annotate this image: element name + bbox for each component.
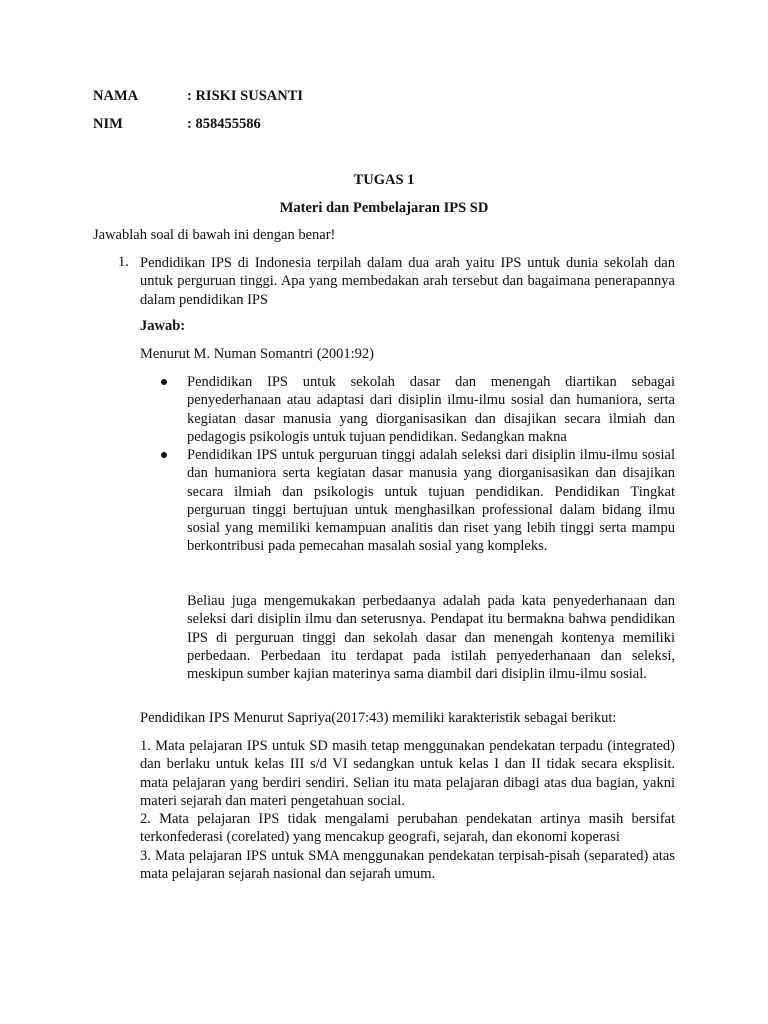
bullet-dot <box>161 379 167 385</box>
question-text: Pendidikan IPS di Indonesia terpilah dalam dua arah yaitu IPS untuk dunia sekolah dan untuk perguruan tinggi. Apa yang membedakan arah tersebut dan bagaimana penerapannya dalam pendidikan IPS <box>140 255 675 308</box>
name-label: NAMA <box>93 88 139 104</box>
nim-value: : 858455586 <box>187 116 261 132</box>
characteristic-item: 1. Mata pelajaran IPS untuk SD masih tetap menggunakan pendekatan terpadu (integrated) dan berlaku untuk kelas III s/d VI sedangkan untuk kelas I dan II tidak secara eksplisit. mata pelajaran yang berdiri sendiri. Selian itu mata pelajaran dibagi atas dua bagian, yakni materi sejarah dan materi pengetahuan social. <box>140 738 675 809</box>
characteristic-item: 3. Mata pelajaran IPS untuk SMA menggunakan pendekatan terpisah-pisah (separated) atas mata pelajaran sejarah nasional dan sejarah umum. <box>140 848 675 883</box>
instruction-text: Jawablah soal di bawah ini dengan benar! <box>93 227 336 243</box>
document-title: TUGAS 1 <box>353 172 415 188</box>
characteristic-item: 2. Mata pelajaran IPS tidak mengalami perubahan pendekatan artinya masih bersifat terkonfederasi (corelated) yang mencakup geografi, sejarah, dan ekonomi koperasi <box>140 811 675 846</box>
answer-label: Jawab: <box>140 318 186 334</box>
source-intro: Menurut M. Numan Somantri (2001:92) <box>140 346 374 362</box>
question-number: 1. <box>118 254 129 270</box>
summary-paragraph: Beliau juga mengemukakan perbedaanya adalah pada kata penyederhanaan dan seleksi dari disiplin ilmu dan seterusnya. Pendapat itu bermakna bahwa pendidikan IPS di perguruan tinggi dan sekolah dasar dan menengah kontenya memiliki perbedaan. Perbedaan itu terdapat pada istilah penyederhanaan dan seleksi, meskipun sumber kajian materinya sama diambil dari disiplin ilmu-ilmu sosial. <box>187 593 675 683</box>
sapriya-intro: Pendidikan IPS Menurut Sapriya(2017:43) memiliki karakteristik sebagai berikut: <box>140 710 617 726</box>
bullet-item: Pendidikan IPS untuk sekolah dasar dan menengah diartikan sebagai penyederhanaan atau adaptasi dari disiplin ilmu-ilmu sosial dan humaniora, serta kegiatan dasar manusia yang diorganisasikan dan disajikan secara ilmiah dan pedagogis psikologis untuk tujuan pendidikan. Sedangkan makna <box>187 374 675 445</box>
bullet-item: Pendidikan IPS untuk perguruan tinggi adalah seleksi dari disiplin ilmu-ilmu sosial dan humaniora serta kegiatan dasar manusia yang diorganisasikan dan disajikan secara ilmiah dan psikologis untuk tujuan pendidikan. Pendidikan Tingkat perguruan tinggi bertujuan untuk menghasilkan professional dalam bidang ilmu sosial yang memiliki kemampuan analitis dan riset yang lebih tinggi serta mampu berkontribusi pada pemecahan masalah sosial yang kompleks. <box>187 447 675 555</box>
bullet-dot <box>161 452 167 458</box>
name-value: : RISKI SUSANTI <box>187 88 304 104</box>
nim-label: NIM <box>93 116 123 132</box>
document-subtitle: Materi dan Pembelajaran IPS SD <box>279 200 489 216</box>
